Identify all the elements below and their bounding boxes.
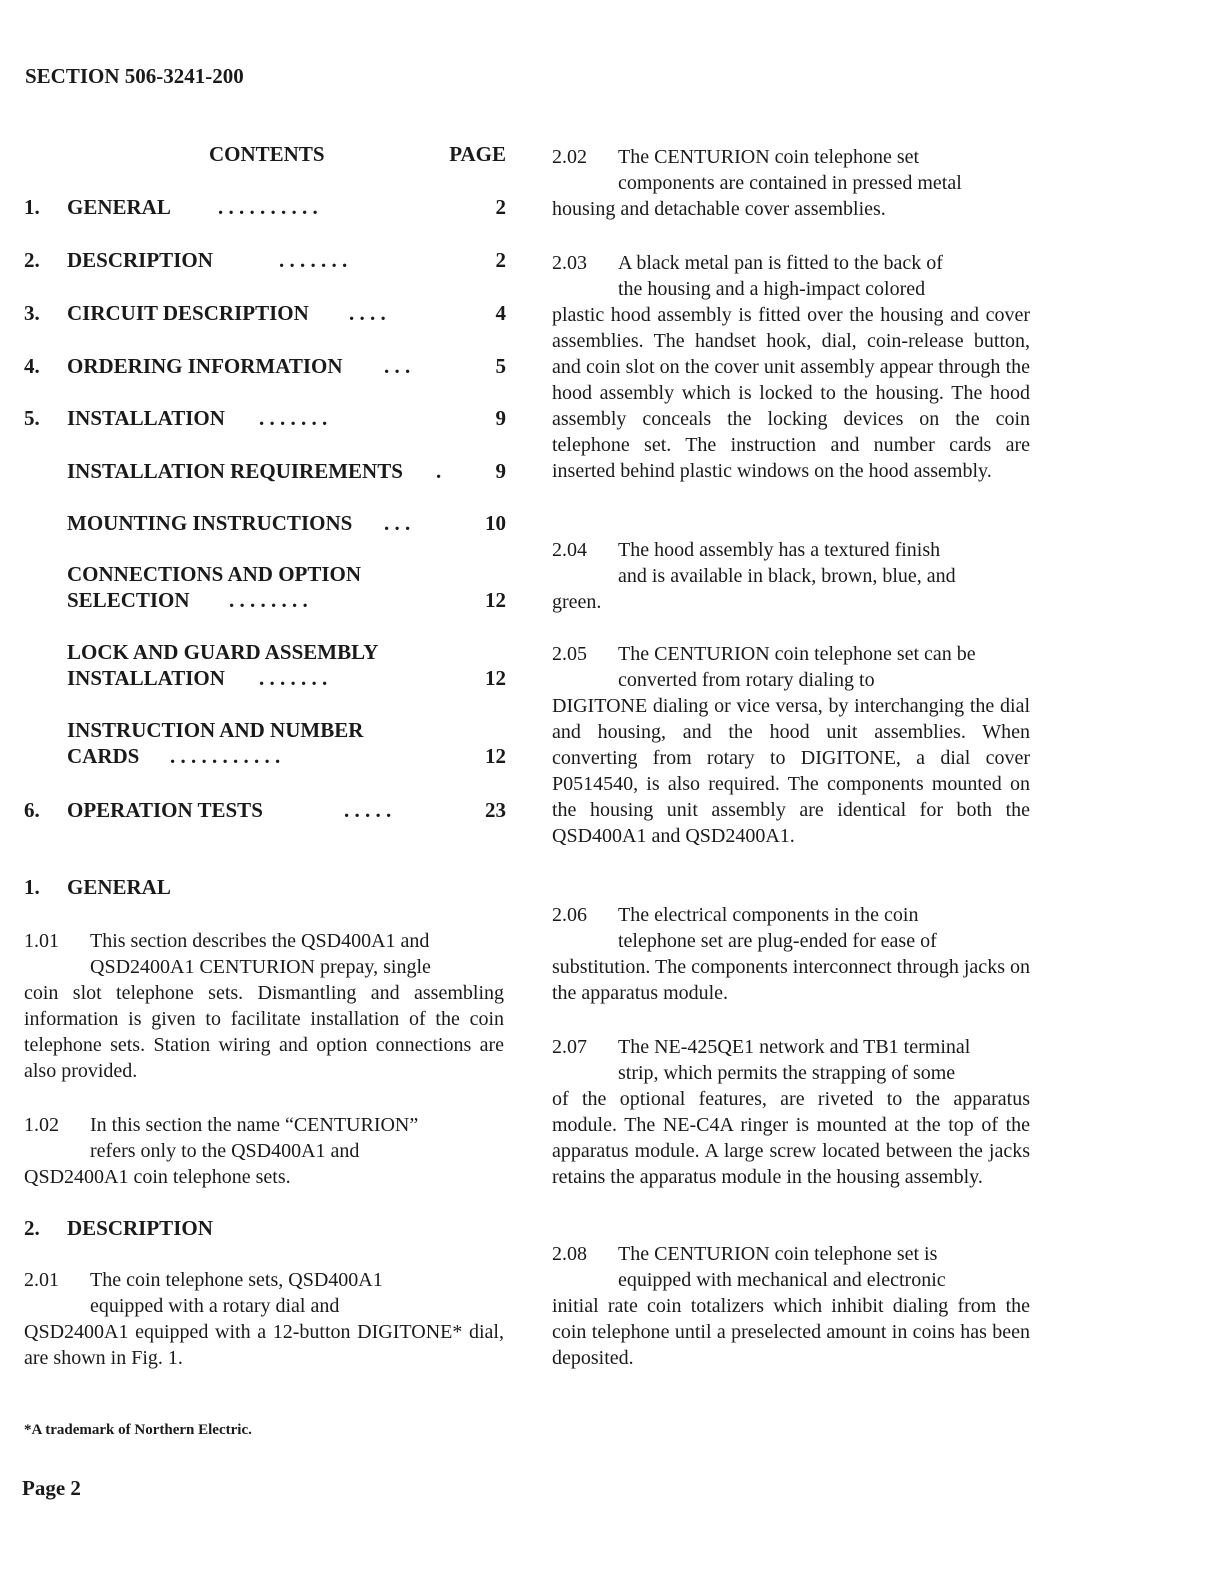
paragraph-line: In this section the name “CENTURION”	[90, 1114, 419, 1136]
toc-entry-ordering-information	[24, 353, 506, 381]
toc-entry-page: 2	[495, 195, 506, 219]
paragraph-line: A black metal pan is fitted to the back of	[618, 252, 943, 274]
toc-contents-heading: CONTENTS	[209, 142, 325, 166]
paragraph-body: coin slot telephone sets. Dismantling and assembling information is given to facilitate installation of the coin telephone sets. Station wiring and option connections are also provided.	[24, 982, 504, 1082]
toc-leader-dots: . . . . . . . . . .	[218, 195, 318, 219]
toc-entry-page: 12	[485, 588, 506, 612]
paragraph-number: 2.02	[552, 146, 587, 168]
toc-entry-general	[24, 194, 506, 222]
paragraph-2-02	[552, 144, 1030, 222]
toc-entry-label: OPERATION TESTS	[67, 798, 263, 822]
paragraph-1-01	[24, 928, 504, 1084]
toc-leader-dots: . . . . .	[344, 798, 392, 822]
paragraph-2-03	[552, 250, 1030, 484]
toc-entry-label: CONNECTIONS AND OPTION	[67, 562, 362, 586]
toc-entry-label: CIRCUIT DESCRIPTION	[67, 301, 309, 325]
paragraph-first-line	[552, 537, 1030, 563]
paragraph-body: QSD2400A1 coin telephone sets.	[24, 1166, 291, 1188]
toc-leader-dots: . . . . . . .	[259, 666, 328, 690]
toc-entry-page: 10	[485, 511, 506, 535]
toc-entry-label: ORDERING INFORMATION	[67, 354, 343, 378]
paragraph-line: The CENTURION coin telephone set can be	[618, 643, 976, 665]
toc-entry-page: 12	[485, 666, 506, 690]
toc-entry-number: 1.	[24, 195, 40, 219]
toc-entry-label-line2: INSTALLATION	[67, 666, 225, 690]
toc-entry-label: INSTRUCTION AND NUMBER	[67, 718, 364, 742]
paragraph-body: plastic hood assembly is fitted over the housing and cover assemblies. The handset hook, dial, coin-release button, and coin slot on the cover unit assembly appear through the hood assembly which is locked to the housing. The hood assembly conceals the locking devices on the coin telephone set. The instruction and number cards are inserted behind plastic windows on the hood assembly.	[552, 304, 1030, 482]
toc-entry-page: 2	[495, 248, 506, 272]
toc-entry-page: 9	[495, 406, 506, 430]
paragraph-2-01	[24, 1267, 504, 1371]
paragraph-line: The coin telephone sets, QSD400A1	[90, 1269, 383, 1291]
paragraph-first-line	[24, 928, 504, 954]
toc-entry-mounting-instructions	[24, 510, 506, 538]
paragraph-indented-line: and is available in black, brown, blue, and	[618, 565, 956, 587]
paragraph-2-08	[552, 1241, 1030, 1371]
paragraph-first-line	[552, 144, 1030, 170]
paragraph-indented-line: strip, which permits the strapping of some	[618, 1062, 956, 1084]
paragraph-number: 2.06	[552, 904, 587, 926]
toc-entry-label: INSTALLATION REQUIREMENTS	[67, 459, 403, 483]
paragraph-first-line	[552, 250, 1030, 276]
toc-entry-operation-tests	[24, 797, 506, 825]
paragraph-first-line	[552, 1034, 1030, 1060]
paragraph-number: 2.07	[552, 1036, 587, 1058]
toc-header	[24, 142, 506, 170]
paragraph-indented-line: converted from rotary dialing to	[618, 669, 875, 691]
toc-leader-dots: . . . . . . .	[279, 248, 348, 272]
paragraph-body: QSD2400A1 equipped with a 12-button DIGITONE* dial, are shown in Fig. 1.	[24, 1321, 504, 1369]
paragraph-2-07	[552, 1034, 1030, 1190]
toc-leader-dots: . . . . . . . . . . .	[170, 744, 281, 768]
paragraph-indented-line: refers only to the QSD400A1 and	[90, 1140, 360, 1162]
paragraph-line: The CENTURION coin telephone set	[618, 146, 920, 168]
toc-entry-number: 4.	[24, 354, 40, 378]
section-heading-title: DESCRIPTION	[67, 1216, 213, 1240]
toc-leader-dots: . . .	[384, 354, 411, 378]
toc-entry-label: GENERAL	[67, 195, 171, 219]
paragraph-line: The hood assembly has a textured finish	[618, 539, 941, 561]
paragraph-first-line	[24, 1267, 504, 1293]
paragraph-indented-line: telephone set are plug-ended for ease of	[618, 930, 937, 952]
paragraph-body: housing and detachable cover assemblies.	[552, 198, 886, 220]
paragraph-2-05	[552, 641, 1030, 849]
toc-entry-description	[24, 247, 506, 275]
section-heading-number: 2.	[24, 1216, 40, 1240]
section-heading-general	[24, 875, 171, 900]
paragraph-line: The electrical components in the coin	[618, 904, 919, 926]
toc-leader-dots: . . . . . . .	[259, 406, 328, 430]
paragraph-number: 1.01	[24, 930, 59, 952]
section-heading-title: GENERAL	[67, 875, 171, 899]
toc-entry-page: 9	[495, 459, 506, 483]
toc-entry-label-line2: CARDS	[67, 744, 140, 768]
toc-entry-page: 12	[485, 744, 506, 768]
paragraph-number: 2.08	[552, 1243, 587, 1265]
toc-entry-installation-requirements	[24, 458, 506, 486]
toc-page-heading: PAGE	[449, 142, 506, 166]
paragraph-number: 2.01	[24, 1269, 59, 1291]
paragraph-first-line	[552, 641, 1030, 667]
paragraph-number: 2.05	[552, 643, 587, 665]
toc-entry-number: 5.	[24, 406, 40, 430]
toc-entry-number: 2.	[24, 248, 40, 272]
paragraph-first-line	[24, 1112, 504, 1138]
trademark-footnote: *A trademark of Northern Electric.	[24, 1422, 252, 1438]
section-number-header: SECTION 506-3241-200	[25, 64, 244, 88]
paragraph-body: of the optional features, are riveted to the apparatus module. The NE-C4A ringer is mounted at the top of the apparatus module. A large screw located between the jacks retains the apparatus module in the housing assembly.	[552, 1088, 1030, 1188]
toc-leader-dots: .	[436, 459, 442, 483]
paragraph-indented-line: QSD2400A1 CENTURION prepay, single	[90, 956, 431, 978]
paragraph-number: 1.02	[24, 1114, 59, 1136]
toc-entry-label: DESCRIPTION	[67, 248, 213, 272]
toc-leader-dots: . . .	[384, 511, 411, 535]
paragraph-body: green.	[552, 591, 602, 613]
page-number: Page 2	[22, 1476, 81, 1500]
toc-entry-label: INSTALLATION	[67, 406, 225, 430]
paragraph-indented-line: the housing and a high-impact colored	[618, 278, 926, 300]
toc-entry-page: 23	[485, 798, 506, 822]
paragraph-number: 2.03	[552, 252, 587, 274]
toc-entry-number: 3.	[24, 301, 40, 325]
paragraph-first-line	[552, 902, 1030, 928]
paragraph-line: This section describes the QSD400A1 and	[90, 930, 430, 952]
paragraph-indented-line: equipped with mechanical and electronic	[618, 1269, 946, 1291]
toc-entry-connections-and-option-selection	[24, 561, 506, 615]
paragraph-body: substitution. The components interconnect through jacks on the apparatus module.	[552, 956, 1030, 1004]
paragraph-2-04	[552, 537, 1030, 615]
section-heading-description	[24, 1216, 213, 1241]
paragraph-2-06	[552, 902, 1030, 1006]
toc-entry-lock-and-guard-assembly-installation	[24, 639, 506, 693]
toc-entry-label-line2: SELECTION	[67, 588, 190, 612]
toc-entry-circuit-description	[24, 300, 506, 328]
paragraph-first-line	[552, 1241, 1030, 1267]
paragraph-line: The CENTURION coin telephone set is	[618, 1243, 938, 1265]
toc-entry-page: 4	[495, 301, 506, 325]
paragraph-line: The NE-425QE1 network and TB1 terminal	[618, 1036, 971, 1058]
paragraph-1-02	[24, 1112, 504, 1190]
toc-entry-installation	[24, 405, 506, 433]
toc-entry-page: 5	[495, 354, 506, 378]
paragraph-indented-line: equipped with a rotary dial and	[90, 1295, 340, 1317]
toc-leader-dots: . . . .	[349, 301, 386, 325]
paragraph-body: DIGITONE dialing or vice versa, by interchanging the dial and housing, and the hood unit assemblies. When converting from rotary to DIGITONE, a dial cover P0514540, is also required. The components mounted on the housing unit assembly are identical for both the QSD400A1 and QSD2400A1.	[552, 695, 1030, 847]
toc-entry-label: MOUNTING INSTRUCTIONS	[67, 511, 353, 535]
paragraph-body: initial rate coin totalizers which inhibit dialing from the coin telephone until a preselected amount in coins has been deposited.	[552, 1295, 1030, 1369]
toc-entry-number: 6.	[24, 798, 40, 822]
toc-entry-instruction-and-number-cards	[24, 717, 506, 771]
section-heading-number: 1.	[24, 875, 40, 899]
paragraph-number: 2.04	[552, 539, 587, 561]
paragraph-indented-line: components are contained in pressed metal	[618, 172, 962, 194]
toc-leader-dots: . . . . . . . .	[229, 588, 308, 612]
toc-entry-label: LOCK AND GUARD ASSEMBLY	[67, 640, 379, 664]
